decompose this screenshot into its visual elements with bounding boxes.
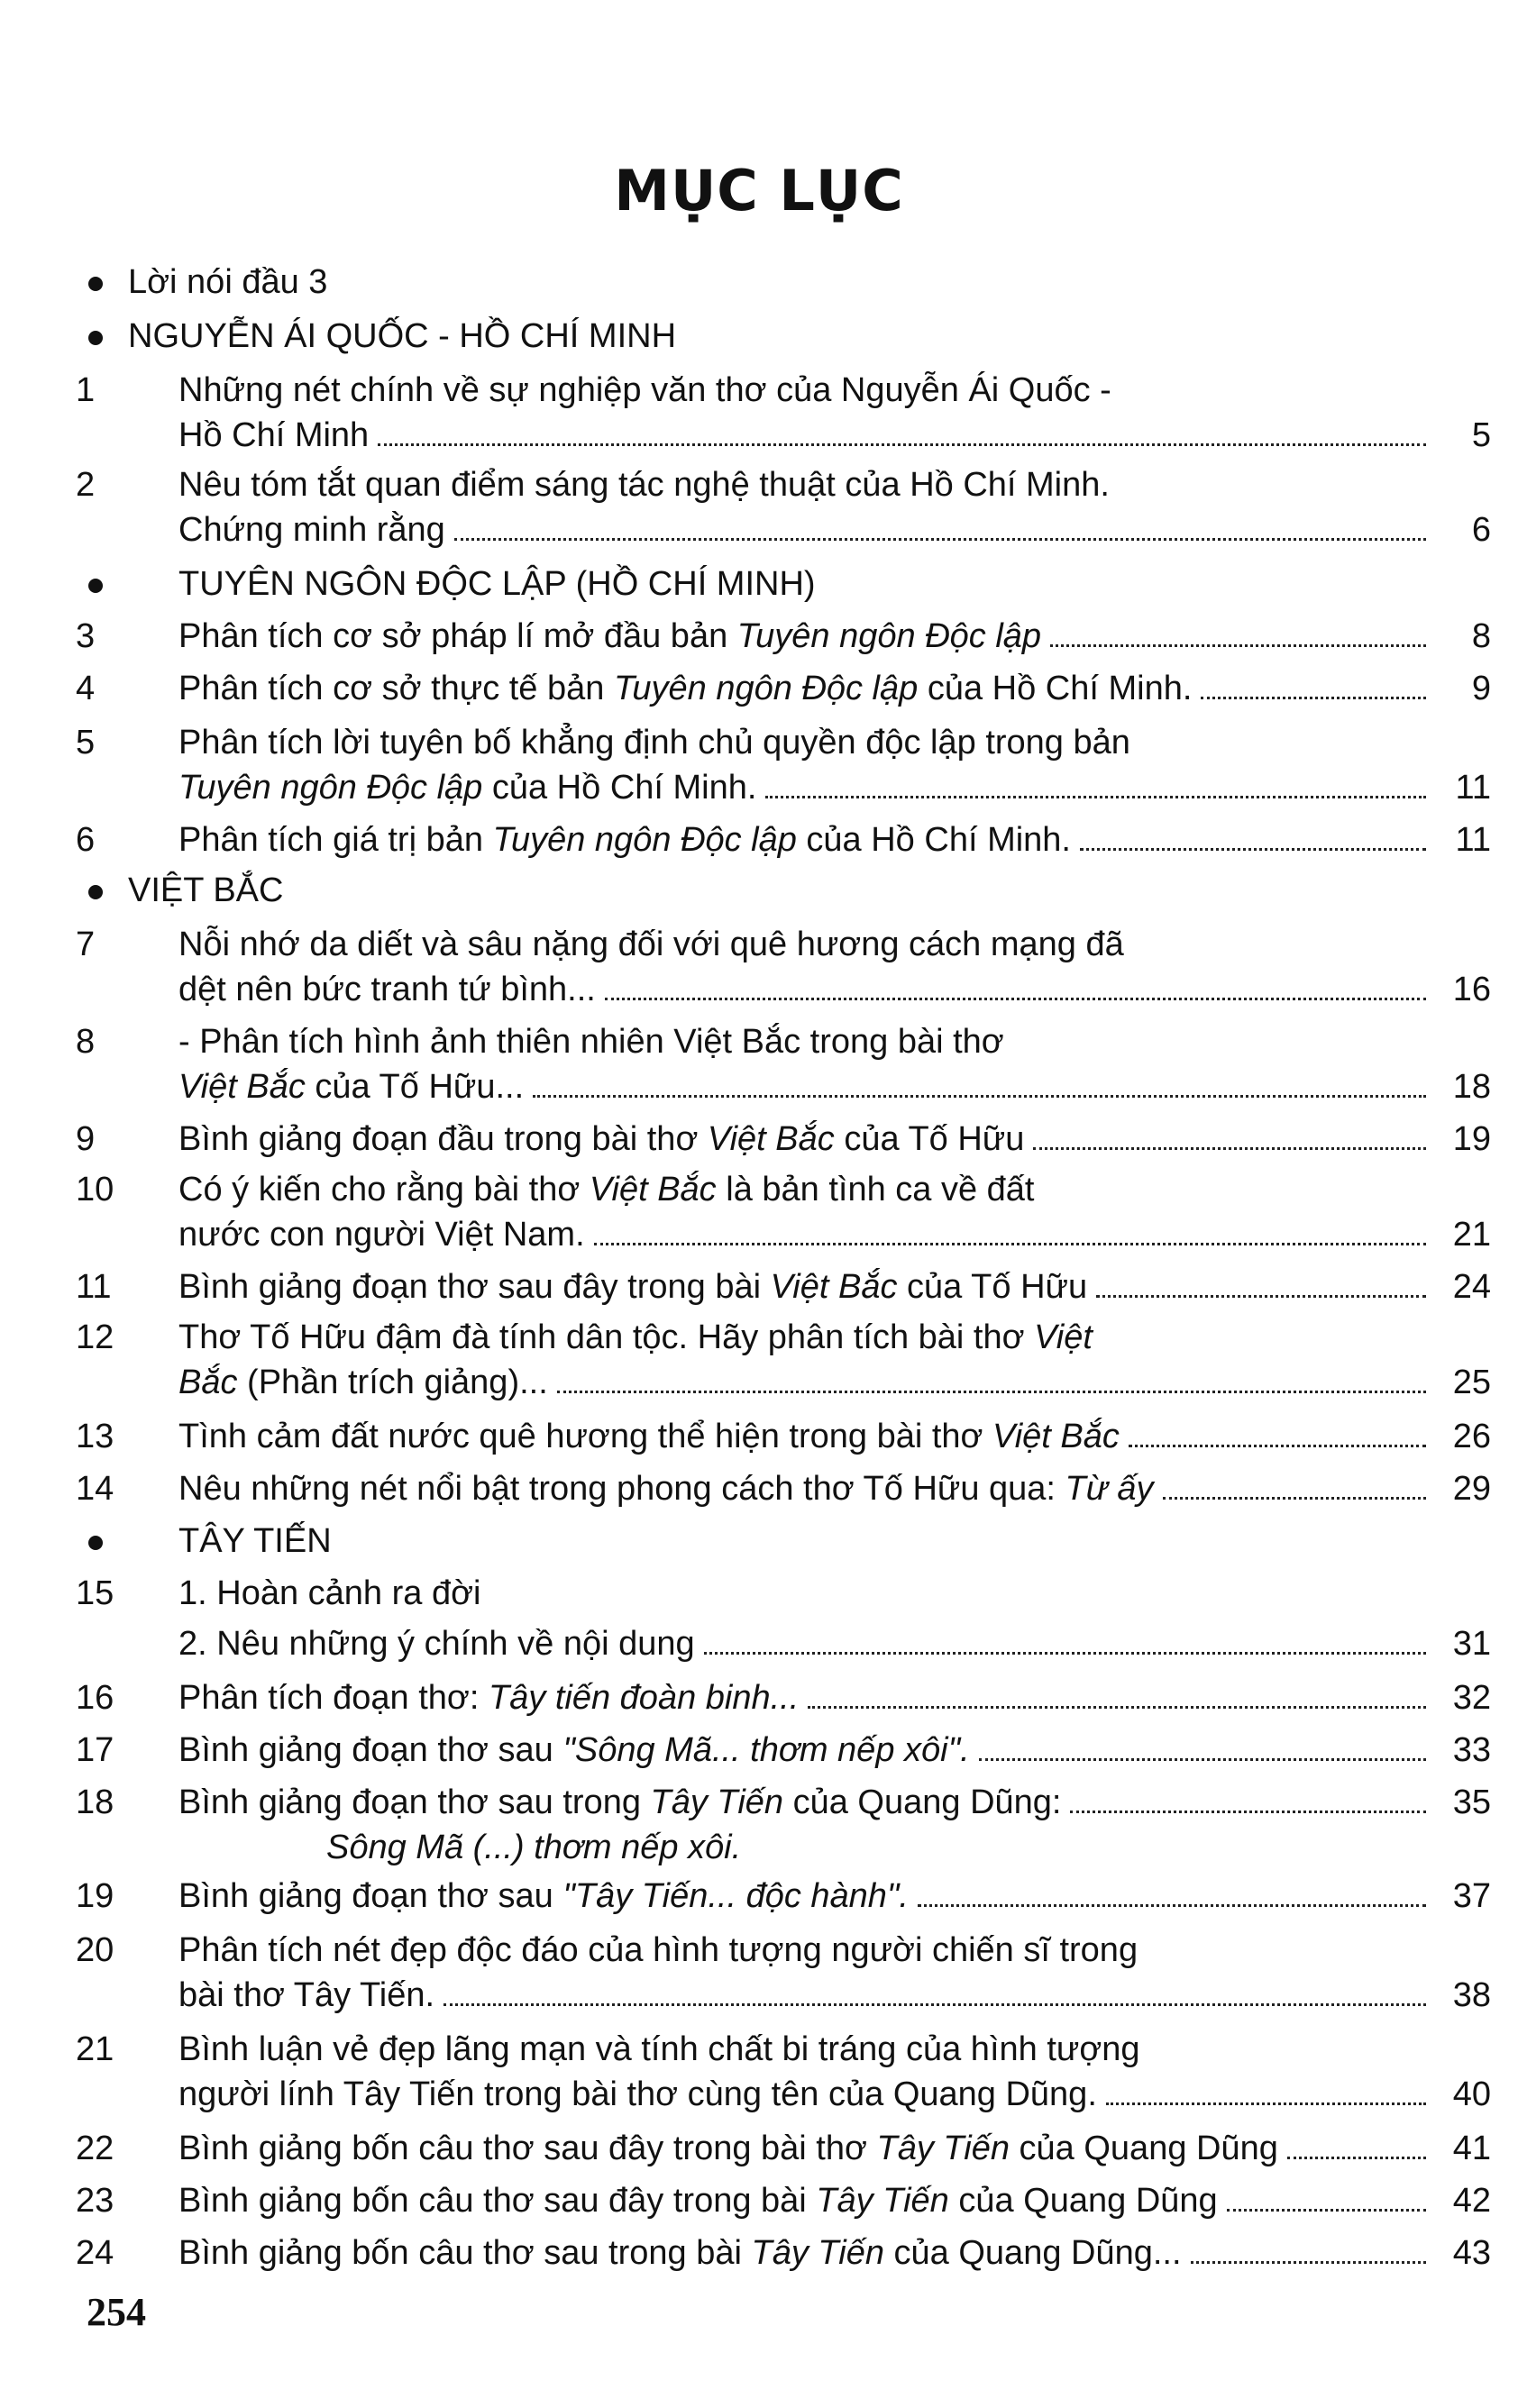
toc-entry-7 xyxy=(0,919,1518,970)
entry-title-italic: Bắc xyxy=(178,1364,238,1401)
entry-title-tail: là bản tình ca về đất xyxy=(716,1171,1035,1209)
dot-leader xyxy=(594,1242,1426,1245)
toc-entry-15 xyxy=(0,1568,1518,1619)
entry-page: 43 xyxy=(1452,2234,1491,2272)
entry-number: 19 xyxy=(76,1877,114,1915)
entry-title: Nỗi nhớ da diết và sâu nặng đối với quê hương cách mạng đã xyxy=(178,926,1124,963)
dot-leader xyxy=(454,537,1426,541)
entry-title-italic: Việt Bắc xyxy=(992,1418,1120,1455)
entry-title-cont: bài thơ Tây Tiến. xyxy=(178,1976,435,2014)
toc-entry-14 xyxy=(0,1464,1518,1514)
entry-page: 35 xyxy=(1452,1783,1491,1821)
dot-leader xyxy=(1080,847,1426,851)
toc-entry-18 xyxy=(0,1777,1518,1828)
entry-title-italic: Tây Tiến xyxy=(876,2130,1010,2167)
entry-title-tail: của Hồ Chí Minh. xyxy=(918,670,1193,707)
entry-title-italic: Việt Bắc xyxy=(178,1068,306,1106)
entry-title-tail: của Tố Hữu xyxy=(834,1120,1025,1158)
toc-entry-15-cont xyxy=(0,1619,1518,1669)
entry-title: Bình giảng bốn câu thơ sau đây trong bài xyxy=(178,2182,817,2220)
entry-title-italic: Sông Mã (...) thơm nếp xôi. xyxy=(326,1829,742,1866)
toc-entry-8-cont xyxy=(0,1062,1518,1112)
entry-title-italic: Tuyên ngôn Độc lập xyxy=(178,769,483,807)
entry-number: 15 xyxy=(76,1574,114,1612)
entry-title-italic: Việt Bắc xyxy=(589,1171,717,1209)
entry-title: 1. Hoàn cảnh ra đời xyxy=(178,1574,481,1612)
toc-entry-9 xyxy=(0,1114,1518,1164)
entry-page: 21 xyxy=(1452,1216,1491,1254)
toc-section-nguyen-ai-quoc xyxy=(0,311,1518,361)
bullet-icon xyxy=(88,277,103,291)
entry-page: 18 xyxy=(1452,1068,1491,1106)
dot-leader xyxy=(1050,643,1426,647)
entry-page: 33 xyxy=(1452,1731,1491,1769)
toc-entry-2 xyxy=(0,460,1518,510)
toc-entry-18-cont xyxy=(0,1822,1518,1873)
entry-number: 9 xyxy=(76,1120,96,1158)
toc-entry-20-cont xyxy=(0,1970,1518,2020)
entry-page: 11 xyxy=(1455,821,1491,859)
toc-entry-5-cont xyxy=(0,762,1518,813)
entry-number: 22 xyxy=(76,2130,114,2167)
entry-number: 11 xyxy=(76,1268,112,1306)
entry-number: 4 xyxy=(76,670,96,707)
entry-title-italic: Từ ấy xyxy=(1065,1470,1154,1508)
entry-title-cont: nước con người Việt Nam. xyxy=(178,1216,585,1254)
entry-title-italic: "Sông Mã... thơm nếp xôi". xyxy=(562,1731,970,1769)
entry-title-italic: Tây Tiến xyxy=(816,2182,949,2220)
entry-page: 24 xyxy=(1452,1268,1491,1306)
section-label: NGUYỄN ÁI QUỐC - HỒ CHÍ MINH xyxy=(128,317,677,355)
dot-leader xyxy=(1201,696,1426,699)
toc-entry-10-cont xyxy=(0,1209,1518,1260)
toc-entry-23 xyxy=(0,2175,1518,2226)
entry-title-cont: dệt nên bức tranh tứ bình... xyxy=(178,971,596,1008)
entry-number: 24 xyxy=(76,2234,114,2272)
entry-page: 19 xyxy=(1452,1120,1491,1158)
entry-number: 8 xyxy=(76,1023,96,1061)
entry-title: Bình giảng đoạn đầu trong bài thơ xyxy=(178,1120,708,1158)
entry-page: 37 xyxy=(1452,1877,1491,1915)
entry-page: 32 xyxy=(1452,1679,1491,1717)
dot-leader xyxy=(1191,2260,1426,2264)
toc-entry-5 xyxy=(0,717,1518,768)
entry-title-cont: người lính Tây Tiến trong bài thơ cùng tên của Quang Dũng. xyxy=(178,2075,1097,2113)
entry-title-tail: của Quang Dũng: xyxy=(783,1783,1062,1821)
entry-number: 20 xyxy=(76,1931,114,1969)
toc-section-tuyen-ngon xyxy=(0,559,1518,609)
entry-title-italic: Việt Bắc xyxy=(770,1268,898,1306)
entry-number: 14 xyxy=(76,1470,114,1508)
entry-number: 16 xyxy=(76,1679,114,1717)
entry-page: 5 xyxy=(1471,416,1491,454)
toc-section-tay-tien xyxy=(0,1516,1518,1566)
entry-number: 23 xyxy=(76,2182,114,2220)
toc-entry-21-cont xyxy=(0,2069,1518,2120)
entry-title: Phân tích giá trị bản xyxy=(178,821,493,859)
entry-title: Phân tích cơ sở pháp lí mở đầu bản xyxy=(178,617,737,655)
entry-number: 12 xyxy=(76,1318,114,1356)
bullet-icon xyxy=(88,1536,103,1550)
entry-page: 29 xyxy=(1452,1470,1491,1508)
entry-title: Phân tích nét đẹp độc đáo của hình tượng người chiến sĩ trong xyxy=(178,1931,1138,1969)
entry-title-tail: của Tố Hữu xyxy=(897,1268,1088,1306)
entry-title: Bình giảng đoạn thơ sau đây trong bài xyxy=(178,1268,771,1306)
toc-entry-1 xyxy=(0,365,1518,415)
entry-title-cont: Chứng minh rằng xyxy=(178,511,445,549)
entry-number: 13 xyxy=(76,1418,114,1455)
toc-entry-16 xyxy=(0,1673,1518,1723)
entry-title: Tình cảm đất nước quê hương thể hiện trong bài thơ xyxy=(178,1418,993,1455)
dot-leader xyxy=(605,997,1426,1000)
dot-leader xyxy=(918,1903,1426,1907)
entry-number: 1 xyxy=(76,371,96,409)
dot-leader xyxy=(1163,1496,1426,1500)
entry-title: Bình giảng đoạn thơ sau trong xyxy=(178,1783,651,1821)
entry-title-cont: Hồ Chí Minh xyxy=(178,416,370,454)
toc-entry-6 xyxy=(0,815,1518,865)
entry-title-tail: của Hồ Chí Minh. xyxy=(796,821,1071,859)
entry-title: Bình giảng đoạn thơ sau xyxy=(178,1877,563,1915)
entry-title: Bình giảng đoạn thơ sau xyxy=(178,1731,563,1769)
entry-number: 21 xyxy=(76,2030,114,2068)
entry-number: 6 xyxy=(76,821,96,859)
dot-leader xyxy=(1227,2208,1426,2212)
toc-entry-7-cont xyxy=(0,964,1518,1015)
entry-title-tail: của Quang Dũng... xyxy=(883,2234,1182,2272)
dot-leader xyxy=(1096,1294,1426,1298)
entry-page: 40 xyxy=(1452,2075,1491,2113)
dot-leader xyxy=(1033,1146,1426,1150)
entry-title-italic: Tuyên ngôn Độc lập xyxy=(613,670,919,707)
dot-leader xyxy=(444,2002,1426,2006)
toc-entry-1-cont xyxy=(0,410,1518,461)
entry-number: 2 xyxy=(76,466,96,504)
entry-page: 9 xyxy=(1471,670,1491,707)
dot-leader xyxy=(979,1757,1426,1761)
entry-title-italic: Tây Tiến xyxy=(751,2234,884,2272)
dot-leader xyxy=(378,442,1426,446)
entry-title: Bình giảng bốn câu thơ sau trong bài xyxy=(178,2234,752,2272)
entry-title-italic: Tuyên ngôn Độc lập xyxy=(492,821,797,859)
entry-page: 41 xyxy=(1452,2130,1491,2167)
toc-entry-2-cont xyxy=(0,505,1518,555)
dot-leader xyxy=(1106,2102,1426,2105)
toc-entry-3 xyxy=(0,611,1518,661)
toc-entry-17 xyxy=(0,1725,1518,1775)
bullet-icon xyxy=(88,331,103,345)
toc-entry-20 xyxy=(0,1925,1518,1975)
entry-title: Phân tích đoạn thơ: xyxy=(178,1679,489,1717)
dot-leader xyxy=(808,1705,1426,1709)
entry-title: Thơ Tố Hữu đậm đà tính dân tộc. Hãy phân tích bài thơ xyxy=(178,1318,1035,1356)
toc-entry-13 xyxy=(0,1411,1518,1462)
dot-leader xyxy=(765,795,1426,798)
bullet-icon xyxy=(88,579,103,593)
toc-entry-12 xyxy=(0,1312,1518,1363)
entry-title: Những nét chính về sự nghiệp văn thơ của Nguyễn Ái Quốc - xyxy=(178,371,1111,409)
toc-entry-8 xyxy=(0,1017,1518,1067)
entry-page: 42 xyxy=(1452,2182,1491,2220)
entry-title: Nêu tóm tắt quan điểm sáng tác nghệ thuật của Hồ Chí Minh. xyxy=(178,466,1110,504)
toc-entry-24 xyxy=(0,2228,1518,2278)
entry-page: 38 xyxy=(1452,1976,1491,2014)
toc-entry-12-cont xyxy=(0,1357,1518,1408)
toc-entry-21 xyxy=(0,2024,1518,2075)
dot-leader xyxy=(1287,2156,1426,2159)
entry-number: 3 xyxy=(76,617,96,655)
entry-page: 6 xyxy=(1471,511,1491,549)
page-title: MỤC LỤC xyxy=(614,158,904,223)
toc-section-preface xyxy=(0,257,1518,307)
entry-title-cont: 2. Nêu những ý chính về nội dung xyxy=(178,1625,695,1663)
entry-title: Bình giảng bốn câu thơ sau đây trong bài thơ xyxy=(178,2130,877,2167)
section-label: Lời nói đầu 3 xyxy=(128,263,328,301)
entry-title-tail: của Tố Hữu... xyxy=(305,1068,525,1106)
toc-entry-11 xyxy=(0,1262,1518,1312)
entry-title-italic: "Tây Tiến... độc hành". xyxy=(562,1877,909,1915)
entry-page: 25 xyxy=(1452,1364,1491,1401)
entry-title-tail: (Phần trích giảng)... xyxy=(237,1364,548,1401)
entry-number: 5 xyxy=(76,724,96,762)
toc-entry-22 xyxy=(0,2123,1518,2174)
bullet-icon xyxy=(88,885,103,899)
entry-number: 7 xyxy=(76,926,96,963)
entry-page: 31 xyxy=(1452,1625,1491,1663)
toc-entry-4 xyxy=(0,663,1518,714)
entry-title-tail: của Hồ Chí Minh. xyxy=(482,769,757,807)
entry-number: 18 xyxy=(76,1783,114,1821)
entry-number: 17 xyxy=(76,1731,114,1769)
dot-leader xyxy=(557,1390,1426,1393)
entry-title-italic: Tây tiến đoàn binh... xyxy=(488,1679,800,1717)
entry-title: Phân tích cơ sở thực tế bản xyxy=(178,670,614,707)
entry-title-tail: của Quang Dũng xyxy=(1009,2130,1278,2167)
toc-entry-10 xyxy=(0,1164,1518,1215)
section-label: TÂY TIẾN xyxy=(178,1522,332,1560)
entry-title-italic: Việt Bắc xyxy=(707,1120,835,1158)
toc-section-viet-bac xyxy=(0,865,1518,916)
entry-title: Nêu những nét nổi bật trong phong cách thơ Tố Hữu qua: xyxy=(178,1470,1065,1508)
section-label: VIỆT BẮC xyxy=(128,871,284,909)
dot-leader xyxy=(1070,1810,1426,1813)
entry-page: 26 xyxy=(1452,1418,1491,1455)
entry-page: 8 xyxy=(1471,617,1491,655)
entry-number: 10 xyxy=(76,1171,114,1209)
entry-title: - Phân tích hình ảnh thiên nhiên Việt Bắc trong bài thơ xyxy=(178,1023,1004,1061)
entry-title: Bình luận vẻ đẹp lãng mạn và tính chất bi tráng của hình tượng xyxy=(178,2030,1140,2068)
toc-entry-19 xyxy=(0,1871,1518,1921)
page-number: 254 xyxy=(87,2290,146,2334)
entry-title-italic: Việt xyxy=(1034,1318,1093,1356)
entry-page: 11 xyxy=(1455,769,1491,807)
dot-leader xyxy=(533,1094,1426,1098)
entry-title: Phân tích lời tuyên bố khẳng định chủ quyền độc lập trong bản xyxy=(178,724,1130,762)
entry-title-italic: Tây Tiến xyxy=(650,1783,784,1821)
section-label: TUYÊN NGÔN ĐỘC LẬP (HỒ CHÍ MINH) xyxy=(178,565,816,603)
dot-leader xyxy=(704,1651,1426,1655)
entry-title: Có ý kiến cho rằng bài thơ xyxy=(178,1171,590,1209)
entry-title-italic: Tuyên ngôn Độc lập xyxy=(736,617,1042,655)
entry-page: 16 xyxy=(1452,971,1491,1008)
entry-title-tail: của Quang Dũng xyxy=(948,2182,1218,2220)
dot-leader xyxy=(1129,1444,1426,1447)
